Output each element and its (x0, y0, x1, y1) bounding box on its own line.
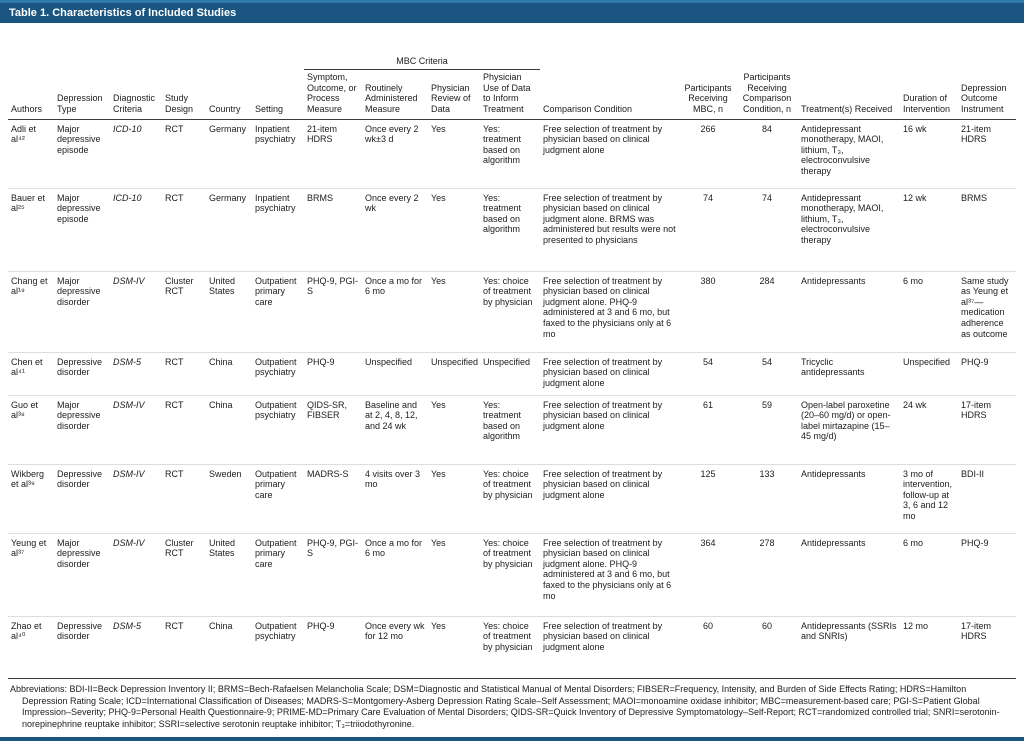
col-header-country: Country (209, 103, 241, 114)
study-cell: ICD-10 (113, 123, 142, 134)
study-cell: Major depressive disorder (57, 275, 101, 307)
study-cell: Cluster RCT (165, 537, 194, 559)
study-cell: Antidepressants (801, 537, 866, 548)
col-header-setting: Setting (255, 103, 284, 114)
study-cell: China (209, 399, 233, 410)
study-cell: PHQ-9, PGI-S (307, 275, 359, 297)
study-cell: Yes (431, 399, 446, 410)
study-row (8, 464, 1016, 533)
study-cell: Germany (209, 192, 247, 203)
study-cell: Outpatient primary care (255, 537, 297, 569)
study-cell: Free selection of treatment by physician based on clinical judgment alone. PHQ-9 administered at 3 and 6 mo, but faxed to the physicians only at 6 mo (543, 537, 672, 601)
study-cell: Yes (431, 123, 446, 134)
study-row (8, 119, 1016, 188)
study-row (8, 188, 1016, 271)
study-cell: Unspecified (483, 356, 531, 367)
study-cell: Free selection of treatment by physician based on clinical judgment alone (543, 399, 663, 431)
study-cell: Once every wk for 12 mo (365, 620, 425, 642)
study-cell: Major depressive episode (57, 123, 101, 155)
study-cell: DSM-5 (113, 620, 142, 631)
col-header-outcome-instrument: Depression Outcome Instrument (961, 82, 1007, 114)
study-cell: Baseline and at 2, 4, 8, 12, and 24 wk (365, 399, 418, 431)
study-cell: 24 wk (903, 399, 927, 410)
study-cell: Unspecified (431, 356, 479, 367)
study-cell: United States (209, 275, 236, 297)
study-cell: 59 (762, 399, 773, 410)
study-cell: 16 wk (903, 123, 927, 134)
study-cell: Yes (431, 275, 446, 286)
study-cell: Inpatient psychiatry (255, 123, 296, 145)
study-cell: Yes (431, 537, 446, 548)
study-cell: 74 (703, 192, 714, 203)
table-title-bar (0, 0, 1024, 23)
study-cell: Antidepressants (801, 468, 866, 479)
study-cell: Free selection of treatment by physician based on clinical judgment alone. BRMS was administered but results were not presented to physicians (543, 192, 676, 245)
study-row (8, 616, 1016, 678)
study-cell: PHQ-9 (961, 537, 989, 548)
study-cell: 17-item HDRS (961, 620, 992, 642)
col-header-participants-comparison: Participants Receiving Comparison Condition, n (742, 72, 792, 114)
table-title: Table 1. Characteristics of Included Studies (9, 7, 237, 19)
bottom-rule (0, 737, 1024, 741)
study-cell: Once every 2 wk±3 d (365, 123, 419, 145)
study-cell: Yes (431, 620, 446, 631)
study-cell: 61 (703, 399, 714, 410)
study-cell: Free selection of treatment by physician based on clinical judgment alone (543, 620, 663, 652)
study-cell: RCT (165, 356, 184, 367)
study-cell: Once every 2 wk (365, 192, 419, 214)
study-cell: RCT (165, 123, 184, 134)
study-cell: China (209, 620, 233, 631)
study-cell: PHQ-9 (307, 620, 335, 631)
study-cell: Antidepressants (SSRIs and SNRIs) (801, 620, 897, 642)
abbreviations-note: Abbreviations: BDI-II=Beck Depression Inventory II; BRMS=Bech-Rafaelsen Melancholia Scale; DSM=Diagnostic and Statistical Manual of Mental Disorders; FIBSER=Frequency, Intensity, and Burden of Side Effects Rating; HDRS=Hamilton Depression Rating Scale; ICD=International Classification of Diseases; MADRS-S=Montgomery-Asberg Depression Rating Scale–Self Assessment; MAOI=monoamine oxidase inhibitor; MBC=measurement-based care; PGI-S=Patient Global Impression–Severity; PHQ-9=Personal Health Questionnaire-9; PRIME-MD=Primary Care Evaluation of Mental Disorders; QIDS-SR=Quick Inventory of Depressive Symptomatology–Self-Report; RCT=randomized controlled trial; SNRI=serotonin-norepinephrine reuptake inhibitor; SSRI=selective serotonin reuptake inhibitor; T₃=triiodothyronine. (8, 678, 1016, 731)
study-cell: Free selection of treatment by physician based on clinical judgment alone (543, 123, 663, 155)
study-cell: Adli et al⁴² (11, 123, 37, 145)
study-cell: 74 (762, 192, 773, 203)
study-cell: ICD-10 (113, 192, 142, 203)
col-header-symptom-measure: Symptom, Outcome, or Process Measure (307, 72, 357, 114)
study-cell: Open-label paroxetine (20–60 mg/d) or open-label mirtazapine (15–45 mg/d) (801, 399, 891, 442)
study-cell: Depressive disorder (57, 468, 103, 490)
study-cell: DSM-IV (113, 537, 145, 548)
study-cell: Antidepressant monotherapy, MAOI, lithium, T₃, electroconvulsive therapy (801, 192, 884, 245)
study-cell: BDI-II (961, 468, 985, 479)
study-cell: Yes (431, 468, 446, 479)
study-cell: Bauer et al²⁵ (11, 192, 46, 214)
study-cell: DSM-5 (113, 356, 142, 367)
study-cell: DSM-IV (113, 399, 145, 410)
col-header-depression-type: Depression Type (57, 93, 103, 114)
study-cell: Depressive disorder (57, 356, 103, 378)
study-cell: 4 visits over 3 mo (365, 468, 421, 490)
study-cell: QIDS-SR, FIBSER (307, 399, 348, 421)
study-cell: Yes: treatment based on algorithm (483, 123, 522, 166)
study-cell: Free selection of treatment by physician based on clinical judgment alone (543, 356, 663, 388)
study-cell: Zhao et al⁴⁰ (11, 620, 42, 642)
studies-table (8, 25, 1016, 678)
study-row (8, 395, 1016, 464)
study-row (8, 271, 1016, 352)
study-cell: 3 mo of intervention, follow-up at 3, 6 and 12 mo (903, 468, 953, 521)
col-header-study-design: Study Design (165, 93, 194, 114)
study-cell: Outpatient primary care (255, 468, 297, 500)
study-cell: RCT (165, 399, 184, 410)
study-cell: Free selection of treatment by physician based on clinical judgment alone (543, 468, 663, 500)
study-cell: Free selection of treatment by physician based on clinical judgment alone. PHQ-9 administered at 3 and 6 mo, but faxed to the physicians only at 6 mo (543, 275, 672, 339)
study-cell: Chang et al¹⁹ (11, 275, 48, 297)
study-cell: Outpatient psychiatry (255, 620, 297, 642)
study-cell: 6 mo (903, 537, 924, 548)
study-cell: Major depressive disorder (57, 537, 101, 569)
study-cell: 133 (759, 468, 775, 479)
study-cell: 12 wk (903, 192, 927, 203)
col-group-header-mbc-criteria: MBC Criteria (304, 25, 540, 69)
study-cell: Major depressive disorder (57, 399, 101, 431)
study-cell: 21-item HDRS (961, 123, 992, 145)
study-cell: Yes: choice of treatment by physician (483, 275, 533, 307)
col-header-diagnostic-criteria: Diagnostic Criteria (113, 93, 156, 114)
study-cell: 54 (703, 356, 714, 367)
col-header-participants-mbc: Participants Receiving MBC, n (684, 82, 732, 114)
study-cell: PHQ-9 (961, 356, 989, 367)
study-cell: DSM-IV (113, 275, 145, 286)
study-cell: 60 (703, 620, 714, 631)
study-cell: Cluster RCT (165, 275, 194, 297)
study-cell: Yes (431, 192, 446, 203)
study-row (8, 352, 1016, 395)
study-cell: Major depressive episode (57, 192, 101, 224)
col-header-treatments-received: Treatment(s) Received (801, 103, 893, 114)
study-cell: PHQ-9 (307, 356, 335, 367)
study-cell: Yeung et al³⁷ (11, 537, 47, 559)
study-cell: Outpatient psychiatry (255, 399, 297, 421)
study-cell: Antidepressants (801, 275, 866, 286)
study-cell: Wikberg et al³⁹ (11, 468, 45, 490)
col-header-authors: Authors (11, 103, 43, 114)
study-cell: Once a mo for 6 mo (365, 537, 423, 559)
studies-table-header (8, 25, 1016, 119)
col-header-comparison-condition: Comparison Condition (543, 103, 633, 114)
study-cell: BRMS (307, 192, 334, 203)
study-cell: Chen et al⁴¹ (11, 356, 43, 378)
study-cell: 84 (762, 123, 773, 134)
study-cell: 266 (700, 123, 716, 134)
study-cell: 21-item HDRS (307, 123, 338, 145)
study-cell: Antidepressant monotherapy, MAOI, lithium, T₃, electroconvulsive therapy (801, 123, 884, 176)
study-cell: MADRS-S (307, 468, 349, 479)
study-cell: RCT (165, 620, 184, 631)
studies-table-body (8, 119, 1016, 678)
study-cell: BRMS (961, 192, 988, 203)
col-header-duration: Duration of Intervention (903, 93, 951, 114)
col-header-physician-review: Physician Review of Data (431, 82, 471, 114)
study-cell: China (209, 356, 233, 367)
study-cell: Yes: treatment based on algorithm (483, 399, 522, 442)
study-cell: Yes: choice of treatment by physician (483, 468, 533, 500)
study-cell: Sweden (209, 468, 242, 479)
study-cell: 6 mo (903, 275, 924, 286)
study-cell: Same study as Yeung et al³⁷—medication adherence as outcome (961, 275, 1009, 339)
study-cell: Outpatient psychiatry (255, 356, 297, 378)
study-cell: 17-item HDRS (961, 399, 992, 421)
study-cell: Germany (209, 123, 247, 134)
study-cell: DSM-IV (113, 468, 145, 479)
study-cell: 125 (700, 468, 716, 479)
study-cell: Once a mo for 6 mo (365, 275, 423, 297)
col-header-routinely-administered: Routinely Administered Measure (365, 82, 418, 114)
study-cell: United States (209, 537, 236, 559)
study-cell: Yes: choice of treatment by physician (483, 537, 533, 569)
study-cell: 284 (759, 275, 775, 286)
study-cell: Guo et al³⁸ (11, 399, 39, 421)
study-cell: RCT (165, 468, 184, 479)
study-row (8, 533, 1016, 616)
study-cell: 60 (762, 620, 773, 631)
study-cell: Unspecified (903, 356, 951, 367)
study-cell: 278 (759, 537, 775, 548)
study-cell: Unspecified (365, 356, 413, 367)
study-cell: 380 (700, 275, 716, 286)
study-cell: 54 (762, 356, 773, 367)
study-cell: Yes: treatment based on algorithm (483, 192, 522, 235)
study-cell: Outpatient primary care (255, 275, 297, 307)
study-cell: RCT (165, 192, 184, 203)
study-cell: Yes: choice of treatment by physician (483, 620, 533, 652)
study-cell: Depressive disorder (57, 620, 103, 642)
col-header-physician-use: Physician Use of Data to Inform Treatment (483, 72, 531, 114)
study-cell: Inpatient psychiatry (255, 192, 296, 214)
study-cell: Tricyclic antidepressants (801, 356, 865, 378)
study-cell: 12 mo (903, 620, 929, 631)
study-cell: PHQ-9, PGI-S (307, 537, 359, 559)
study-cell: 364 (700, 537, 716, 548)
